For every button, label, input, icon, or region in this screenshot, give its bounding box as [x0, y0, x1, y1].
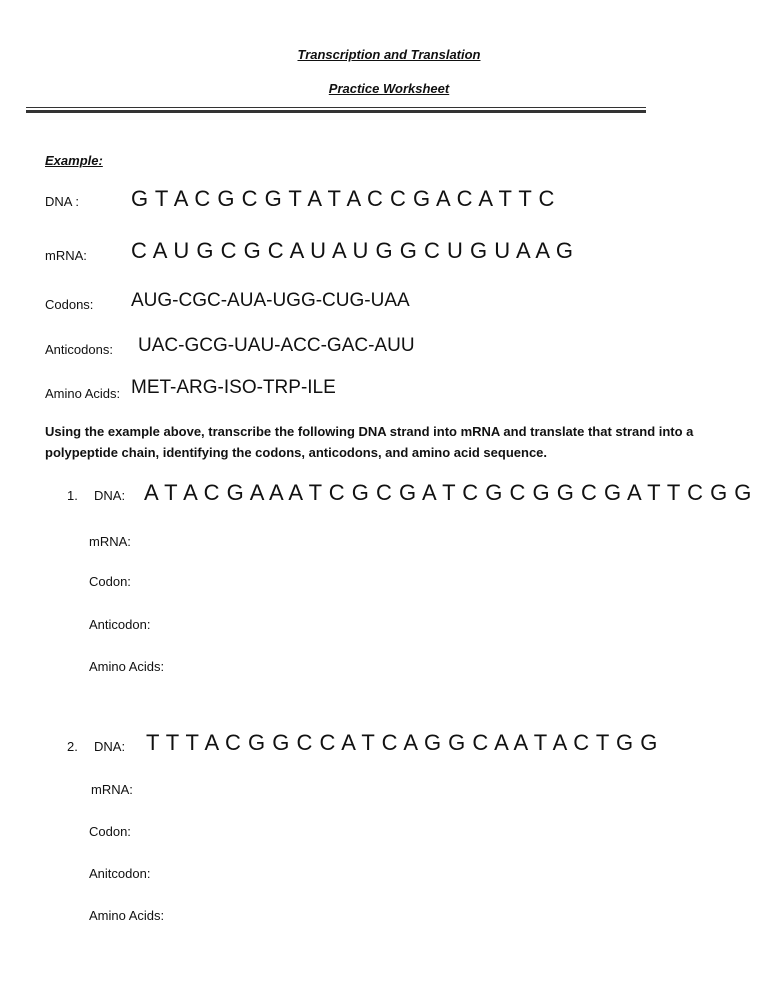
problem-1-anticodon-label: Anticodon:	[89, 617, 151, 632]
example-dna-label: DNA :	[45, 194, 79, 209]
problem-2-dna-sequence: T T T A C G G C C A T C A G G C A A T A C T G G	[146, 730, 658, 755]
problem-1-amino-label: Amino Acids:	[89, 659, 165, 674]
example-anticodons-label: Anticodons:	[45, 342, 113, 357]
example-amino-label: Amino Acids:	[45, 386, 121, 401]
problem-1-mrna-label: mRNA:	[89, 534, 131, 549]
example-mrna-label: mRNA:	[45, 248, 87, 263]
example-amino-value: MET-ARG-ISO-TRP-ILE	[131, 377, 336, 398]
example-codons-value: AUG-CGC-AUA-UGG-CUG-UAA	[131, 290, 410, 311]
worksheet-title: Transcription and Translation	[297, 47, 481, 62]
problem-2-dna-label: DNA:	[94, 739, 126, 754]
problem-2-number: 2.	[67, 739, 78, 754]
problem-2-amino-label: Amino Acids:	[89, 908, 165, 923]
instructions-text: Using the example above, transcribe the following DNA strand into mRNA and translate that strand into a polypeptide chain, identifying the codons, anticodons, and amino acid sequence.	[45, 424, 694, 460]
example-mrna-sequence: C A U G C G C A U A U G G C U G U A A G	[131, 238, 574, 263]
example-dna-sequence: G T A C G C G T A T A C C G A C A T T C	[131, 186, 555, 211]
problem-2-codon-label: Codon:	[89, 824, 131, 839]
problem-1-number: 1.	[67, 488, 78, 503]
problem-2-mrna-label: mRNA:	[91, 782, 133, 797]
header-divider-thin	[26, 107, 646, 108]
worksheet-subtitle: Practice Worksheet	[328, 81, 450, 96]
problem-2-anticodon-label: Anitcodon:	[89, 866, 151, 881]
problem-1-dna-sequence: A T A C G A A A T C G C G A T C G C G G C G A T T C G G	[144, 480, 752, 505]
example-codons-label: Codons:	[45, 297, 94, 312]
header-divider-thick	[26, 110, 646, 113]
problem-1-codon-label: Codon:	[89, 574, 131, 589]
example-heading: Example:	[45, 153, 103, 168]
example-anticodons-value: UAC-GCG-UAU-ACC-GAC-AUU	[138, 335, 415, 356]
problem-1-dna-label: DNA:	[94, 488, 126, 503]
